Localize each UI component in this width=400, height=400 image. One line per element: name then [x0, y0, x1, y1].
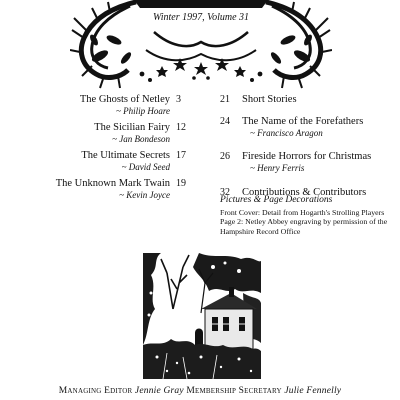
toc-entry[interactable]	[20, 178, 200, 204]
staff-credits	[0, 386, 400, 396]
toc-entry[interactable]	[20, 150, 200, 176]
editor-role: Managing Editor	[58, 386, 133, 396]
editor-name: Jennie Gray	[134, 386, 184, 396]
credits-line: Front Cover: Detail from Hogarth's Strolling Players	[220, 207, 385, 217]
masthead	[70, 0, 332, 92]
toc-title: Contributions & Contributors	[242, 187, 367, 198]
toc-author: ~ Francisco Aragon	[250, 128, 323, 138]
toc-title: The Ultimate Secrets	[81, 150, 170, 161]
house-photo	[143, 253, 261, 379]
toc-author: ~ Jan Bondeson	[112, 134, 170, 144]
toc-entry[interactable]	[20, 122, 200, 148]
toc-left-column	[20, 94, 200, 206]
toc-entry[interactable]	[220, 116, 400, 143]
toc-entry[interactable]	[220, 94, 400, 108]
toc-title: Fireside Horrors for Christmas	[242, 151, 372, 162]
credits-line: Hampshire Record Office	[220, 226, 301, 236]
toc-page: 21	[220, 94, 230, 105]
toc-page: 17	[176, 150, 186, 161]
toc-title: The Ghosts of Netley	[79, 94, 170, 105]
toc-title: The Sicilian Fairy	[94, 122, 170, 133]
toc-page: 19	[176, 178, 186, 189]
issue-line: Winter 1997, Volume 31	[152, 12, 250, 23]
toc-right-column	[220, 94, 400, 209]
secretary-name: Julie Fennelly	[284, 386, 342, 396]
toc-entry[interactable]	[220, 151, 400, 179]
credits-heading: Pictures & Page Decorations	[220, 195, 333, 205]
toc-page: 24	[220, 116, 230, 127]
toc-author: ~ Kevin Joyce	[119, 190, 170, 200]
toc-page: 3	[176, 94, 181, 105]
house-illustration	[143, 253, 261, 379]
toc-page: 12	[176, 122, 186, 133]
picture-credits	[220, 196, 400, 236]
toc-page: 32	[220, 187, 230, 198]
toc-title: The Unknown Mark Twain	[55, 178, 170, 189]
toc-page: 26	[220, 151, 230, 162]
toc-title: Short Stories	[242, 94, 297, 105]
secretary-role: Membership Secretary	[186, 386, 282, 396]
toc-entry[interactable]	[20, 94, 200, 120]
toc-author: ~ Philip Hoare	[115, 106, 170, 116]
toc-author: ~ David Seed	[121, 162, 170, 172]
toc-title: The Name of the Forefathers	[242, 116, 364, 127]
toc-author: ~ Henry Ferris	[250, 163, 305, 173]
credits-line: Page 2: Netley Abbey engraving by permission of the	[220, 217, 388, 227]
